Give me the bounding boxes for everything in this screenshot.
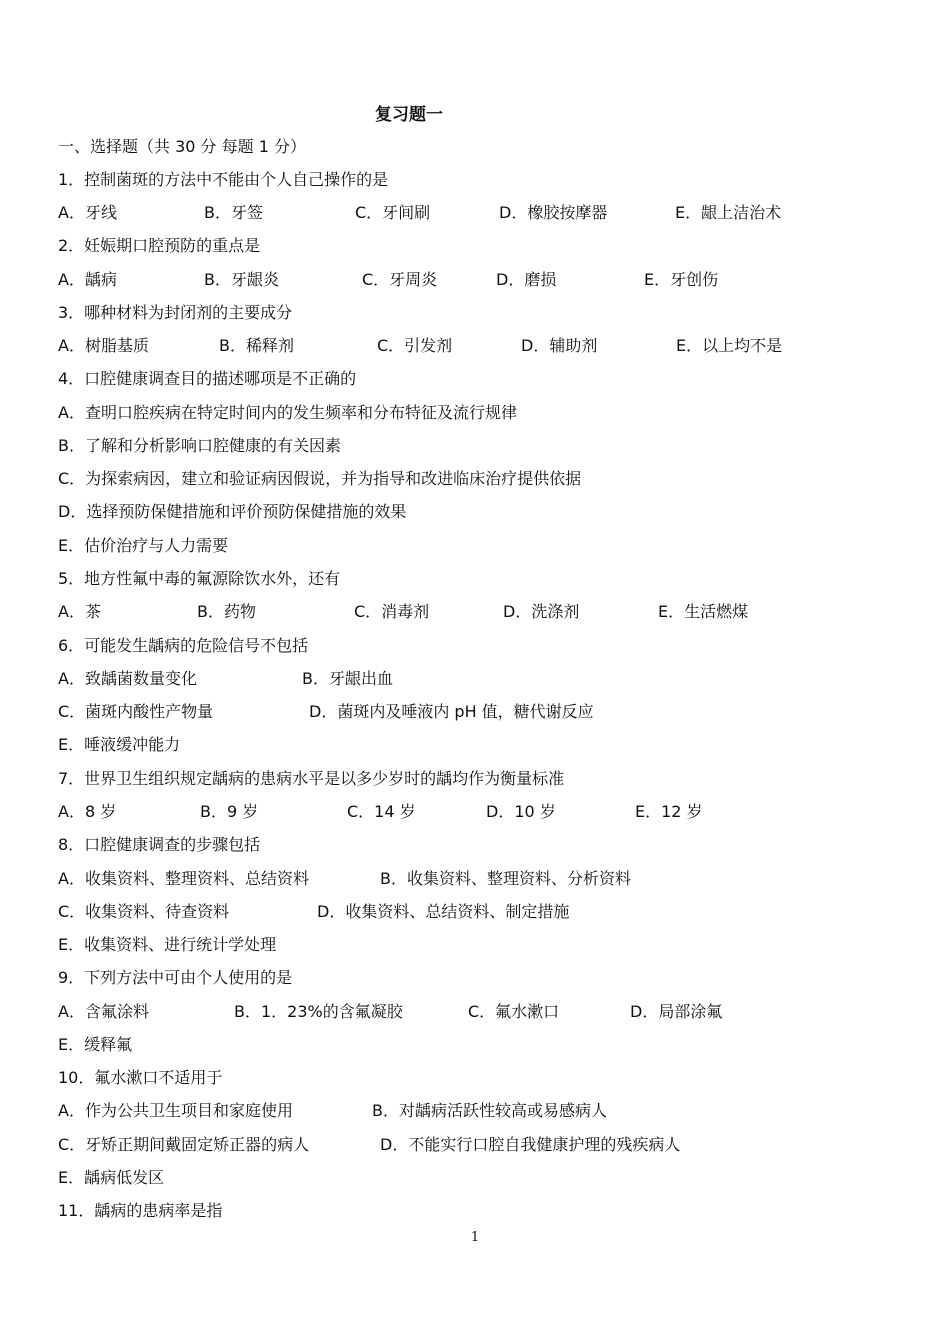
option: A．茶 (58, 602, 101, 621)
option: B．药物 (197, 602, 256, 621)
question-stem: 5．地方性氟中毒的氟源除饮水外，还有 (58, 569, 341, 588)
option: C．14 岁 (347, 802, 416, 821)
option: C．菌斑内酸性产物量 (58, 702, 214, 721)
question-stem: 7．世界卫生组织规定龋病的患病水平是以多少岁时的龋均作为衡量标准 (58, 769, 565, 788)
option: B．牙龈出血 (302, 669, 393, 688)
option-row (58, 867, 858, 891)
option: A．8 岁 (58, 802, 117, 821)
option: C．引发剂 (377, 336, 453, 355)
option-row (58, 1000, 858, 1024)
option: E．缓释氟 (58, 1035, 133, 1054)
option-row (58, 600, 858, 624)
option: B．收集资料、整理资料、分析资料 (380, 869, 631, 888)
option: A．树脂基质 (58, 336, 149, 355)
question-stem: 8．口腔健康调查的步骤包括 (58, 835, 261, 854)
option: A．牙线 (58, 203, 117, 222)
option: B．对龋病活跃性较高或易感病人 (372, 1101, 607, 1120)
option: A．收集资料、整理资料、总结资料 (58, 869, 309, 888)
option: C．牙间刷 (355, 203, 431, 222)
option: A．作为公共卫生项目和家庭使用 (58, 1101, 293, 1120)
option: D．辅助剂 (521, 336, 598, 355)
option: D．菌斑内及唾液内 pH 值，糖代谢反应 (309, 702, 594, 721)
option: E．生活燃煤 (658, 602, 749, 621)
page-number: 1 (470, 1230, 480, 1245)
option-row (58, 201, 858, 225)
option-row (58, 1099, 858, 1123)
option-row (58, 800, 858, 824)
question-stem: 11．龋病的患病率是指 (58, 1201, 223, 1220)
option: D．10 岁 (486, 802, 556, 821)
question-stem: 6．可能发生龋病的危险信号不包括 (58, 636, 309, 655)
question-stem: 3．哪种材料为封闭剂的主要成分 (58, 303, 293, 322)
option: C．为探索病因，建立和验证病因假说，并为指导和改进临床治疗提供依据 (58, 469, 582, 488)
section-heading: 一、选择题（共 30 分 每题 1 分） (58, 137, 306, 156)
option: B．牙龈炎 (204, 270, 279, 289)
option: B．稀释剂 (219, 336, 294, 355)
option: C．收集资料、待查资料 (58, 902, 230, 921)
option-row (58, 900, 858, 924)
question-stem: 2．妊娠期口腔预防的重点是 (58, 236, 261, 255)
option: E．收集资料、进行统计学处理 (58, 935, 277, 954)
option-row (58, 700, 858, 724)
question-stem: 10．氟水漱口不适用于 (58, 1068, 223, 1087)
option: C．氟水漱口 (468, 1002, 560, 1021)
option: D．选择预防保健措施和评价预防保健措施的效果 (58, 502, 407, 521)
option: E．估价治疗与人力需要 (58, 536, 229, 555)
option: A．含氟涂料 (58, 1002, 149, 1021)
option: A．查明口腔疾病在特定时间内的发生频率和分布特征及流行规律 (58, 403, 517, 422)
option: D．洗涤剂 (503, 602, 580, 621)
option-row (58, 268, 858, 292)
page-title: 复习题一 (375, 105, 443, 125)
option: C．牙矫正期间戴固定矫正器的病人 (58, 1135, 310, 1154)
option: C．牙周炎 (362, 270, 438, 289)
option: B．1．23%的含氟凝胶 (234, 1002, 403, 1021)
option-row (58, 667, 858, 691)
option: E．12 岁 (635, 802, 703, 821)
option: E．龋病低发区 (58, 1168, 165, 1187)
question-stem: 9．下列方法中可由个人使用的是 (58, 968, 293, 987)
option: E．龈上洁治术 (675, 203, 782, 222)
option: B．了解和分析影响口腔健康的有关因素 (58, 436, 341, 455)
option: E．牙创伤 (644, 270, 719, 289)
option: D．磨损 (496, 270, 557, 289)
question-stem: 4．口腔健康调查目的描述哪项是不正确的 (58, 369, 357, 388)
option: C．消毒剂 (354, 602, 430, 621)
option: A．龋病 (58, 270, 117, 289)
option: D．局部涂氟 (630, 1002, 723, 1021)
option-row (58, 334, 858, 358)
option-row (58, 1133, 858, 1157)
option: D．不能实行口腔自我健康护理的残疾病人 (380, 1135, 681, 1154)
option: B．9 岁 (200, 802, 259, 821)
question-stem: 1．控制菌斑的方法中不能由个人自己操作的是 (58, 170, 389, 189)
option: E．唾液缓冲能力 (58, 735, 181, 754)
option: D．橡胶按摩器 (499, 203, 608, 222)
option: A．致龋菌数量变化 (58, 669, 197, 688)
option: B．牙签 (204, 203, 263, 222)
option: E．以上均不是 (676, 336, 783, 355)
option: D．收集资料、总结资料、制定措施 (317, 902, 570, 921)
